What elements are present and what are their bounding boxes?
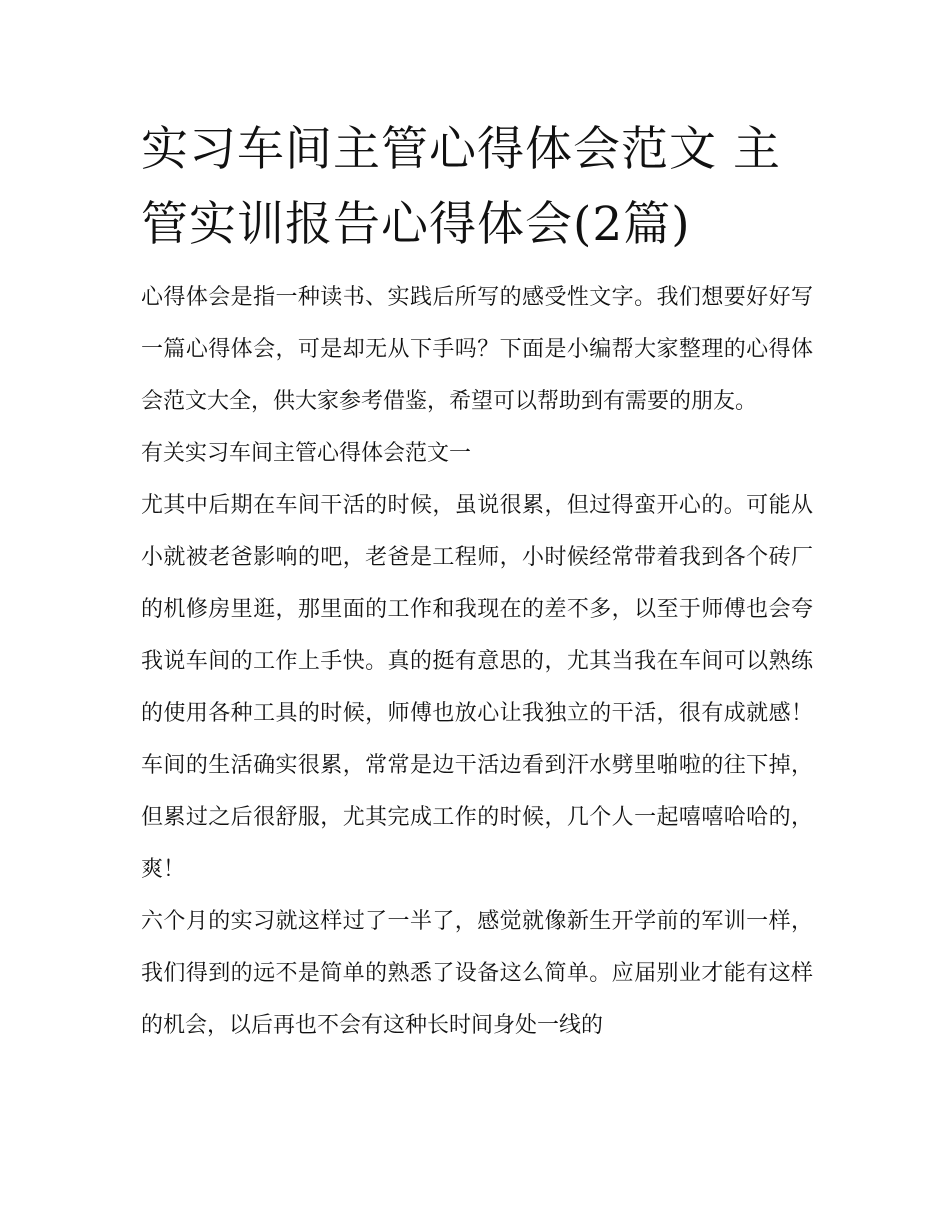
intro-paragraph: 心得体会是指一种读书、实践后所写的感受性文字。我们想要好好写一篇心得体会，可是却无从下手吗？下面是小编帮大家整理的心得体会范文大全，供大家参考借鉴，希望可以帮助到有需要的朋友。 [141, 285, 813, 414]
document-page [141, 112, 813, 1052]
body-paragraph: 尤其中后期在车间干活的时候，虽说很累，但过得蛮开心的。可能从小就被老爸影响的吧，老爸是工程师，小时候经常带着我到各个砖厂的机修房里逛，那里面的工作和我现在的差不多，以至于师傅也会夸我说车间的工作上手快。真的挺有意思的，尤其当我在车间可以熟练的使用各种工具的时候，师傅也放心让我独立的干活，很有成就感！车间的生活确实很累，常常是边干活边看到汗水劈里啪啦的往下掉，但累过之后很舒服，尤其完成工作的时候，几个人一起嘻嘻哈哈的，爽！ [141, 493, 813, 882]
page-title: 实习车间主管心得体会范文 主管实训报告心得体会(2篇) [141, 122, 781, 252]
section-heading: 有关实习车间主管心得体会范文一 [141, 441, 472, 466]
body-paragraph: 六个月的实习就这样过了一半了，感觉就像新生开学前的军训一样，我们得到的远不是简单的熟悉了设备这么简单。应届别业才能有这样的机会，以后再也不会有这种长时间身处一线的 [141, 909, 813, 1038]
